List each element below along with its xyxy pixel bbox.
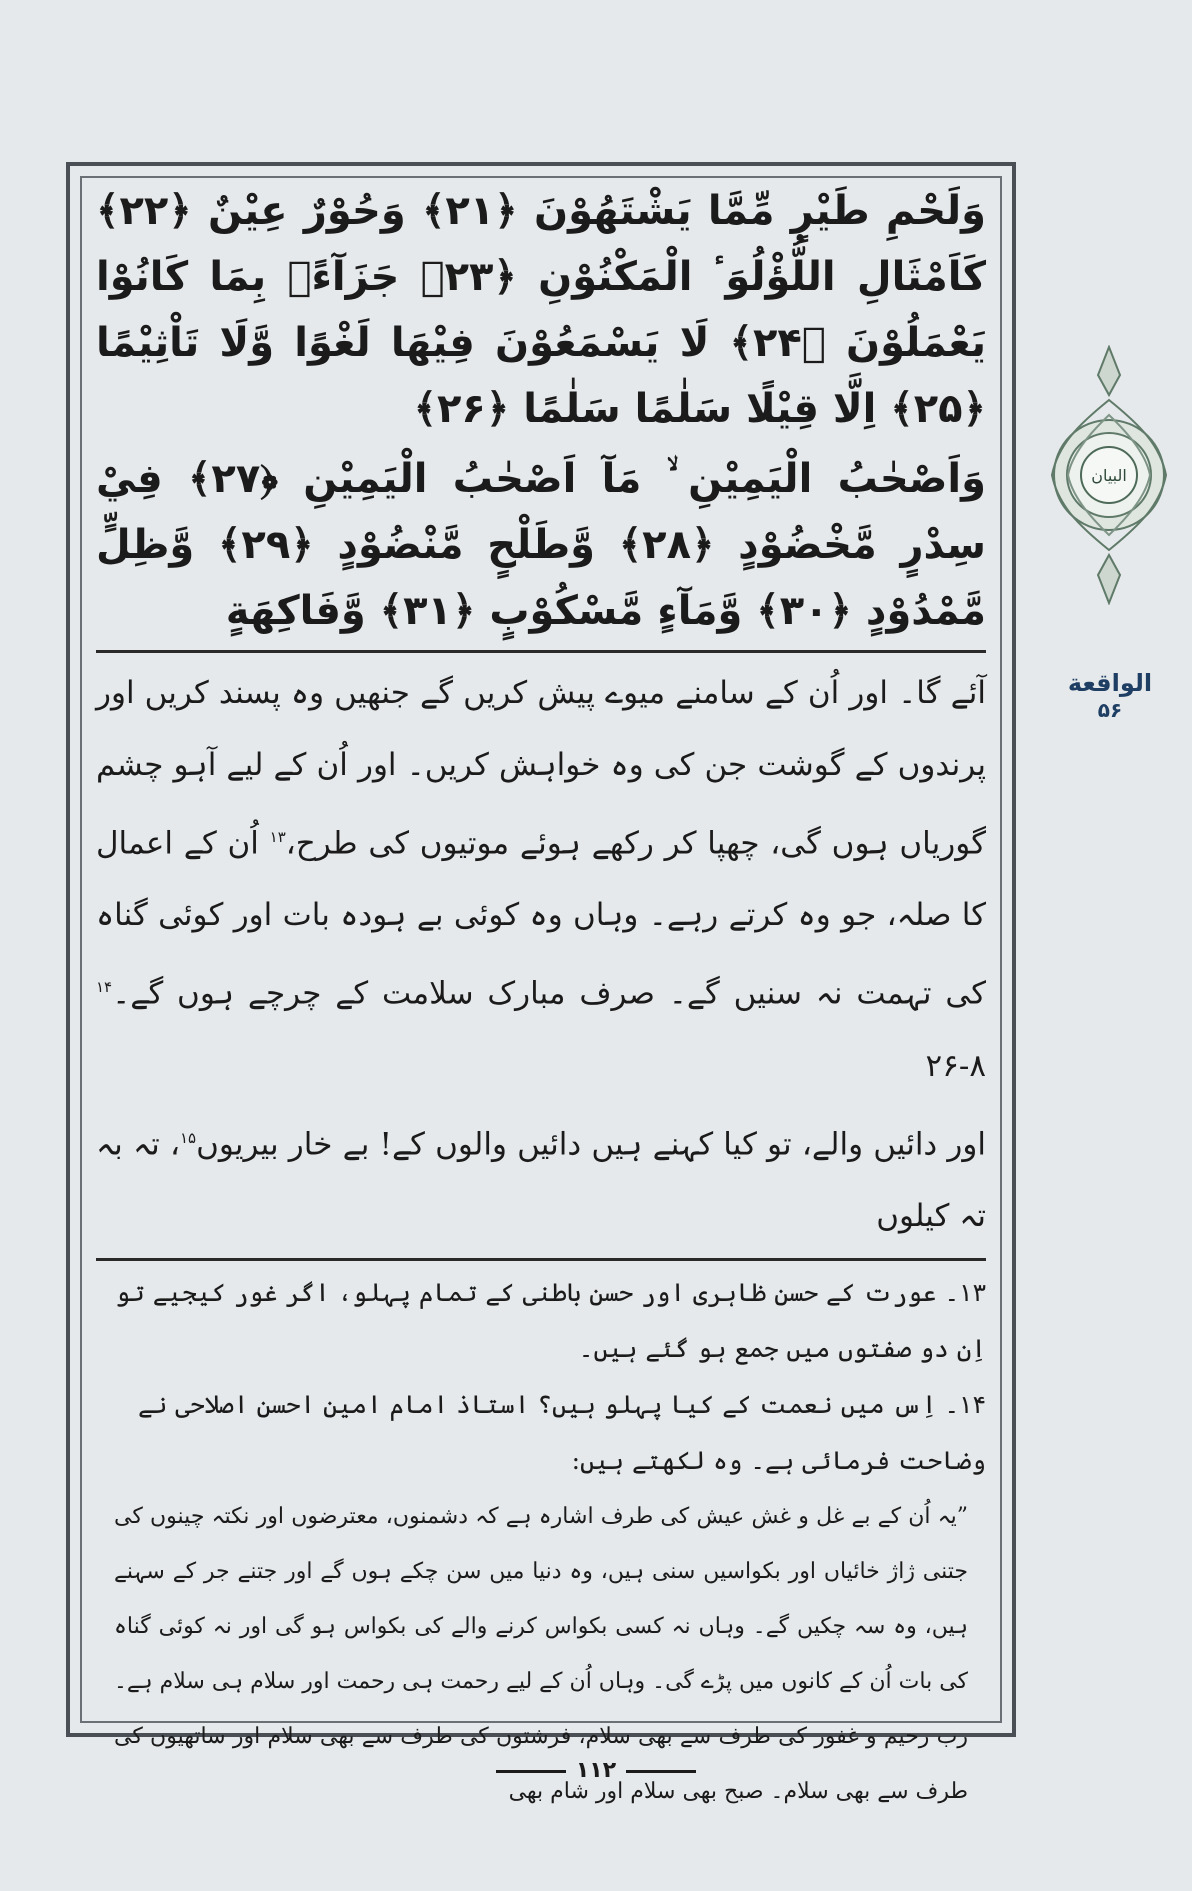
surah-label [1060,668,1160,722]
translation-text: آئے گا۔ اور اُن کے سامنے میوے پیش کریں گے جنھیں وہ پسند کریں اور پرندوں کے گوشت جن کی وہ خواہش کریں۔ اور اُن کے لیے آہو چشم گوریاں ہوں گی، چھپا کر رکھے ہوئے موتیوں کی طرح، [96,675,986,862]
translation-text: اُن کے اعمال کا صلہ، جو وہ کرتے رہے۔ وہاں وہ کوئی بے ہودہ بات اور کوئی گناہ کی تہمت نہ سنیں گے۔ صرف مبارک سلامت کے چرچے ہوں گے۔ [96,825,986,1012]
translation-para-1 [96,657,986,1102]
surah-name: الواقعة [1067,669,1153,697]
footnote-13: ۱۳۔ عورت کے حسن ظاہری اور حسن باطنی کے تمام پہلو، اگر غور کیجیے تو اِن دو صفتوں میں جمع ہو گئے ہیں۔ [115,1277,986,1363]
medallion-text: البیان [1091,466,1127,485]
verse-block-1: وَلَحْمِ طَيْرٍ مِّمَّا يَشْتَهُوْنَ ﴿۲۱﴾ وَحُوْرٌ عِيْنٌ ﴿۲۲﴾ كَاَمْثَالِ اللُّؤْلُوَٴ الْمَكْنُوْنِ ﴿۲۳﴾ جَزَآءًۢ بِمَا كَانُوْا يَعْمَلُوْنَ ﴿۲۴﴾ لَا يَسْمَعُوْنَ فِيْهَا لَغْوًا وَّلَا تَاْثِيْمًا ﴿۲۵﴾ اِلَّا قِيْلًا سَلٰمًا سَلٰمًا ﴿۲۶﴾ [96,188,986,432]
ornament-medallion [1050,345,1168,605]
verse-range: ۸-۲۶ [925,1047,986,1084]
page-number [0,1758,1192,1783]
divider-verses [96,650,986,653]
page-content [96,178,986,1819]
page-number-value: ۱۱۲ [575,1758,617,1783]
verse-block-2: وَاَصْحٰبُ الْيَمِيْنِ ۙ مَآ اَصْحٰبُ الْيَمِيْنِ ﴿۲۷﴾ فِيْ سِدْرٍ مَّخْضُوْدٍ ﴿۲۸﴾ وَّطَلْحٍ مَّنْضُوْدٍ ﴿۲۹﴾ وَّظِلٍّ مَّمْدُوْدٍ ﴿۳۰﴾ وَّمَآءٍ مَّسْكُوْبٍ ﴿۳۱﴾ وَّفَاكِهَةٍ [96,456,986,634]
translation-text: ، تہ بہ تہ کیلوں [96,1125,986,1234]
page-number-dash [626,1770,696,1773]
page-number-dash [496,1770,566,1773]
translation-text: اور دائیں والے، تو کیا کہنے ہیں دائیں والوں کے! بے خار بیریوں [196,1125,986,1162]
footnote-14: ۱۴۔ اِس میں نعمت کے کیا پہلو ہیں؟ استاذ امام امین احسن اصلاحی نے وضاحت فرمائی ہے۔ وہ لکھتے ہیں: [138,1389,986,1475]
divider-footnotes [96,1258,986,1261]
surah-number: ۵۶ [1097,698,1123,722]
footnote-ref-15: ۱۵ [179,1128,197,1147]
footnote-ref-13: ۱۳ [269,828,286,846]
footnote-ref-14: ۱۴ [96,978,113,997]
footnote-quote: ”یہ اُن کے بے غل و غش عیش کی طرف اشارہ ہے کہ دشمنوں، معترضوں اور نکتہ چینوں کی جتنی ژاژ خائیاں اور بکواسیں سنی ہیں، وہ دنیا میں سن چکے ہوں گے اور جتنے جر کے سہنے ہیں، وہ سہ چکیں گے۔ وہاں نہ کسی بکواس کرنے والے کی بکواس ہو گی اور نہ کوئی گناہ کی بات اُن کے کانوں میں پڑے گی۔ وہاں اُن کے لیے رحمت ہی رحمت اور سلام ہی سلام ہے۔ رب رحیم و غفور کی طرف سے بھی سلام، فرشتوں کی طرف سے بھی سلام اور ساتھیوں کی طرف سے بھی سلام۔ صبح بھی سلام اور شام بھی [114,1503,969,1804]
translation-para-2 [96,1102,986,1252]
